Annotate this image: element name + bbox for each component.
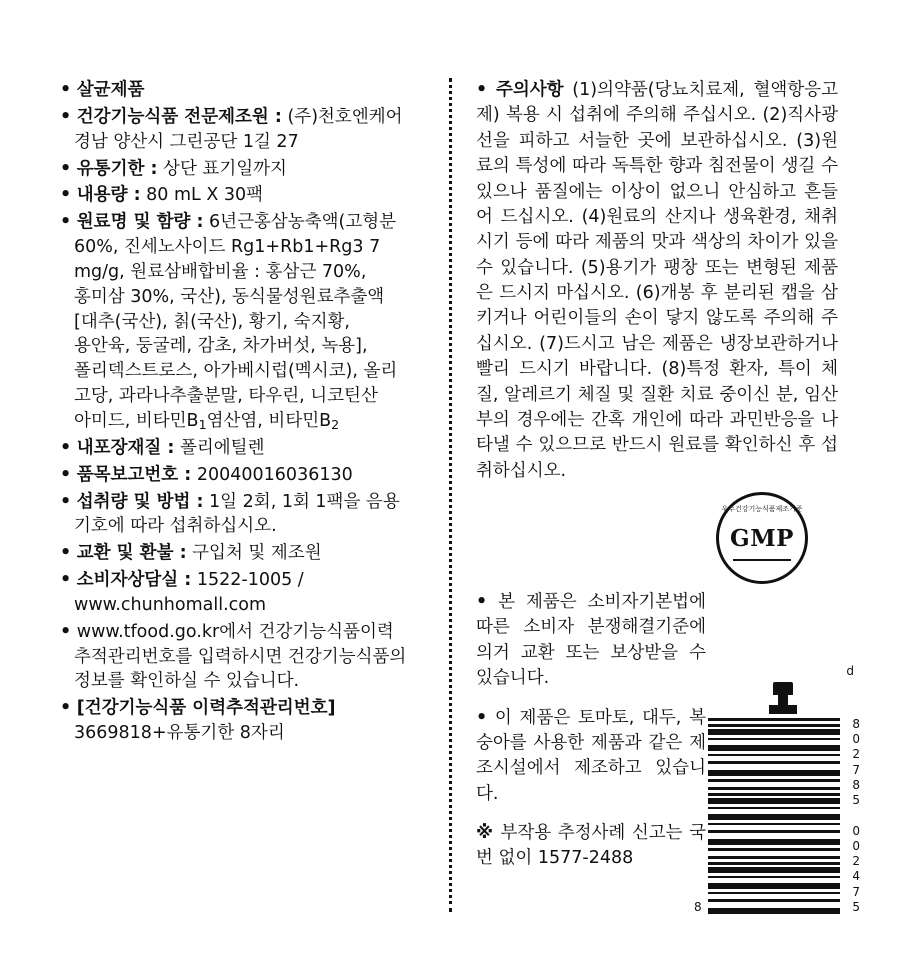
label-entry-dosage: • 섭취량 및 방법 : 1일 2회, 1회 1팩을 음용 기호에 따라 섭취하십시오. [60, 490, 428, 540]
gmp-underline [733, 559, 791, 561]
barcode-digit-group: 5 [852, 899, 860, 914]
barcode-left-digit: 8 [694, 900, 702, 914]
customer-service-website[interactable]: www.chunhomall.com [74, 594, 267, 615]
label-entry-manufacturer: • 건강기능식품 전문제조원 : (주)천호엔케어 경남 양산시 그린공단 1길 27 [60, 105, 428, 155]
notice-allergen-facility [476, 706, 706, 808]
bullet-icon: • [60, 437, 72, 458]
notice-side-effect-report [476, 821, 706, 872]
mark-d-label: d [846, 664, 854, 678]
bullet-icon: • [476, 80, 488, 100]
label-entry-packaging: • 내포장재질 : 폴리에틸렌 [60, 437, 265, 458]
barcode-digit-group: 8 [852, 777, 860, 792]
label-entry-customer-service: • 소비자상담실 : 1522-1005 / www.chunhomall.com [60, 568, 428, 618]
bullet-icon: • [60, 491, 72, 512]
bullet-icon: • [60, 80, 72, 100]
ingredient-line: mg/g, 원료삼배합비율 : 홍삼근 70%, [74, 261, 367, 282]
bullet-icon: • [60, 464, 72, 485]
notice-text: 부작용 추정사례 신고는 국번 없이 1577-2488 [476, 823, 706, 869]
barcode-digit-group: 0 [852, 732, 860, 747]
bullet-icon: • [60, 698, 72, 719]
label-entry-expiry: • 유통기한 : 상단 표기일까지 [60, 158, 287, 179]
barcode-digit-group: 0 [852, 838, 860, 853]
left-info-column [60, 78, 438, 748]
barcode-bars [708, 718, 840, 914]
gmp-center-text: GMP [730, 524, 794, 552]
cap-pictogram-icon [769, 682, 797, 716]
reference-mark-icon: ※ [476, 823, 494, 843]
barcode-digit-group: 2 [852, 747, 860, 762]
label-entry-volume: • 내용량 : 80 mL X 30팩 [60, 185, 264, 206]
right-info-column [438, 78, 860, 914]
bullet-icon: • [476, 592, 488, 612]
ingredient-line: 용안육, 둥굴레, 감초, 차가버섯, 녹용], [74, 336, 368, 357]
barcode-block [694, 664, 860, 914]
barcode-digit-group: 7 [852, 762, 860, 777]
barcode-digit-group: 7 [852, 884, 860, 899]
caution-text: (1)의약품(당뇨치료제, 혈액항응고제) 복용 시 섭취에 주의해 주십시오. (2)직사광선을 피하고 서늘한 곳에 보관하십시오. (3)원료의 특성에 따라 독특한 향과 침전물이 생길 수 있으나 품질에는 이상이 없으니 안심하고 흔들어 드십시오. (4)원료의 산지나 생육환경, 채취시기 등에 따라 제품의 맛과 색상의 차이가 있을 수 있습니다. (5)용기가 팽창 또는 변형된 제품은 드시지 마십시오. (6)개봉 후 분리된 캡을 삼키거나 어린이들의 손이 닿지 않도록 주의해 주십시오. (7)드시고 남은 제품은 냉장보관하거나 빨리 드시기 바랍니다. (8)특정 환자, 특이 체질, 알레르기 체질 및 질환 치료 중이신 분, 임산부의 경우에는 간혹 개인에 따라 과민반응을 나타낼 수 있으므로 반드시 원료를 확인하신 후 섭취하십시오. [476, 80, 838, 481]
bullet-icon: • [60, 621, 72, 642]
notice-consumer-dispute [476, 590, 706, 692]
barcode-digit-group: 8 [852, 717, 860, 731]
notice-text: 이 제품은 토마토, 대두, 복숭아를 사용한 제품과 같은 제조시설에서 제조하고 있습니다. [476, 707, 706, 804]
barcode-digit-group: 0 [852, 823, 860, 838]
bullet-icon: • [60, 212, 72, 233]
barcode-digits [852, 718, 860, 914]
dosage-line: 기호에 따라 섭취하십시오. [74, 516, 277, 537]
traceability-line: 정보를 확인하실 수 있습니다. [74, 671, 300, 692]
label-entry-traceability-site: • www.tfood.go.kr에서 건강기능식품이력 추적관리번호를 입력하시면 건강기능식품의 정보를 확인하실 수 있습니다. [60, 620, 428, 695]
barcode-digit-group: 5 [852, 793, 860, 808]
barcode-digit-group [854, 809, 858, 822]
ingredient-line: 폴리덱스트로스, 아가베시럽(멕시코), 올리 [74, 361, 398, 382]
traceability-number-value: 3669818+유통기한 8자리 [74, 723, 285, 744]
caution-paragraph: • 주의사항 (1)의약품(당뇨치료제, 혈액항응고제) 복용 시 섭취에 주의해 주십시오. (2)직사광선을 피하고 서늘한 곳에 보관하십시오. (3)원료의 특성에 따라 독특한 향과 침전물이 생길 수 있으나 품질에는 이상이 없으니 안심하고 흔들어 드십시오. (4)원료의 산지나 생육환경, 채취시기 등에 따라 제품의 맛과 색상의 차이가 있을 수 있습니다. (5)용기가 팽창 또는 변형된 제품은 드시지 마십시오. (6)개봉 후 분리된 캡을 삼키거나 어린이들의 손이 닿지 않도록 주의해 주십시오. (7)드시고 남은 제품은 냉장보관하거나 빨리 드시기 바랍니다. (8)특정 환자, 특이 체질, 알레르기 체질 및 질환 치료 중이신 분, 임산부의 경우에는 간혹 개인에 따라 과민반응을 나타낼 수 있으므로 반드시 원료를 확인하신 후 섭취하십시오. [476, 80, 838, 481]
label-entry-exchange-refund: • 교환 및 환불 : 구입처 및 제조원 [60, 543, 322, 564]
notice-text: 본 제품은 소비자기본법에 따른 소비자 분쟁해결기준에 의거 교환 또는 보상받을 수 있습니다. [476, 592, 706, 689]
label-entry-ingredients: • 원료명 및 함량 : 6년근홍삼농축액(고형분 60%, 진세노사이드 Rg1+Rb1+Rg3 7 mg/g, 원료삼배합비율 : 홍삼근 70%, 홍미삼 30%, 국산), 동식물성원료추출액 [대추(국산), 칡(국산), 황기, 숙지황, 용안육, 둥굴레, 감초, 차가버섯, 녹용], 폴리덱스트로스, 아가베시럽(멕시코), 올리 고당, 과라나추출분말, 타우린, 니코틴산 아미드, 비타민B1염산염, 비타민B2 [60, 210, 428, 434]
ingredient-line: 고당, 과라나추출분말, 타우린, 니코틴산 [74, 386, 378, 407]
ingredient-line: [대추(국산), 칡(국산), 황기, 숙지황, [74, 311, 350, 332]
ingredient-line: 홍미삼 30%, 국산), 동식물성원료추출액 [74, 286, 385, 307]
gmp-seal [716, 492, 808, 584]
ingredient-line: 60%, 진세노사이드 Rg1+Rb1+Rg3 7 [74, 237, 381, 258]
ingredient-line: 아미드, 비타민B1염산염, 비타민B2 [74, 410, 340, 432]
gmp-arc-text: 우수건강기능식품제조기준 [721, 505, 803, 513]
bullet-icon: • [60, 106, 72, 127]
bullet-icon: • [60, 185, 72, 206]
bullet-icon: • [60, 543, 72, 564]
manufacturer-address: 경남 양산시 그린공단 1길 27 [74, 131, 299, 152]
bullet-icon: • [60, 570, 72, 591]
label-entry-sterilized: • 살균제품 [60, 80, 145, 100]
barcode-digit-group: 4 [852, 869, 860, 884]
label-entry-report-number: • 품목보고번호 : 20040016036130 [60, 464, 353, 485]
traceability-line: 추적관리번호를 입력하시면 건강기능식품의 [74, 646, 407, 667]
bullet-icon: • [476, 707, 488, 728]
barcode-digit-group: 2 [852, 854, 860, 869]
column-divider [449, 78, 452, 912]
bullet-icon: • [60, 158, 72, 179]
gmp-seal-wrapper [476, 492, 808, 584]
label-entry-traceability-number: • [건강기능식품 이력추적관리번호] 3669818+유통기한 8자리 [60, 696, 428, 746]
